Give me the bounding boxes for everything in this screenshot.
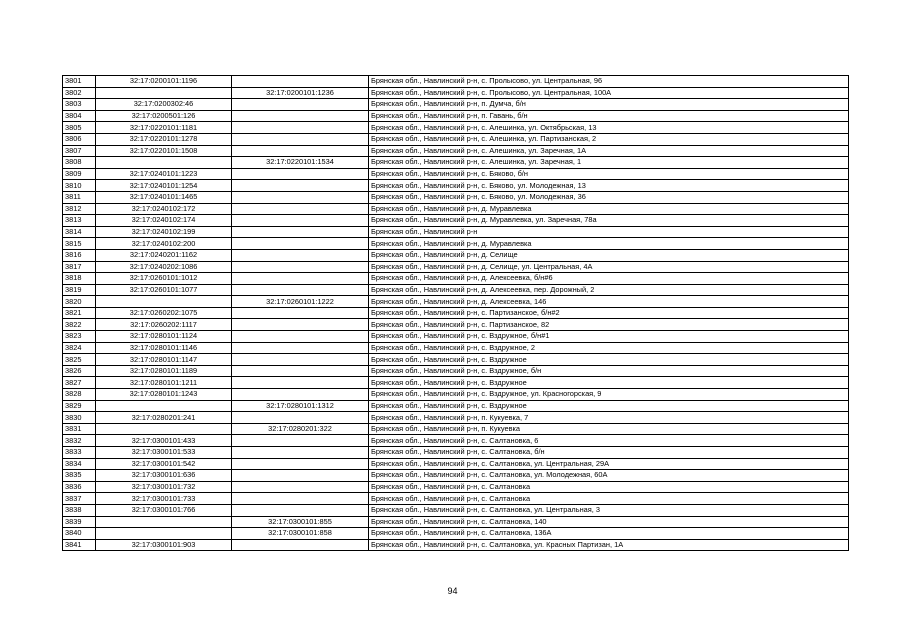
cadastral-number-cell: 32:17:0300101:533 [96,447,232,459]
table-row [63,470,849,482]
cadastral-number-alt-cell: 32:17:0280101:1312 [232,400,369,412]
address-cell: Брянская обл., Навлинский р-н, с. Пролысово, ул. Центральная, 96 [369,76,849,88]
address-cell: Брянская обл., Навлинский р-н, с. Алешинка, ул. Октябрьская, 13 [369,122,849,134]
cadastral-number-alt-cell [232,389,369,401]
address-cell: Брянская обл., Навлинский р-н, д. Алексеевка, пер. Дорожный, 2 [369,284,849,296]
cadastral-number-alt-cell [232,331,369,343]
registry-table-body [63,76,849,551]
cadastral-number-alt-cell [232,470,369,482]
cadastral-number-cell: 32:17:0240201:1162 [96,249,232,261]
row-number-cell: 3807 [63,145,96,157]
address-cell: Брянская обл., Навлинский р-н, с. Бяково, ул. Молодежная, 13 [369,180,849,192]
row-number-cell: 3805 [63,122,96,134]
table-row [63,365,849,377]
table-row [63,458,849,470]
table-row [63,412,849,424]
row-number-cell: 3833 [63,447,96,459]
cadastral-number-cell [96,157,232,169]
row-number-cell: 3824 [63,342,96,354]
table-row [63,296,849,308]
table-row [63,191,849,203]
table-row [63,110,849,122]
cadastral-number-cell [96,400,232,412]
cadastral-number-cell: 32:17:0260101:1012 [96,273,232,285]
table-row [63,354,849,366]
cadastral-number-alt-cell [232,122,369,134]
table-row [63,261,849,273]
table-row [63,516,849,528]
cadastral-number-cell: 32:17:0200501:126 [96,110,232,122]
table-row [63,122,849,134]
row-number-cell: 3821 [63,307,96,319]
table-row [63,423,849,435]
row-number-cell: 3809 [63,168,96,180]
table-row [63,99,849,111]
address-cell: Брянская обл., Навлинский р-н, с. Вздружное, б/н [369,365,849,377]
table-row [63,238,849,250]
cadastral-number-cell: 32:17:0260101:1077 [96,284,232,296]
cadastral-number-alt-cell [232,377,369,389]
address-cell: Брянская обл., Навлинский р-н, с. Партизанское, б/н#2 [369,307,849,319]
address-cell: Брянская обл., Навлинский р-н, с. Вздружное, ул. Красногорская, 9 [369,389,849,401]
address-cell: Брянская обл., Навлинский р-н, д. Муравлевка, ул. Заречная, 78а [369,215,849,227]
address-cell: Брянская обл., Навлинский р-н, п. Гавань, б/н [369,110,849,122]
cadastral-number-cell: 32:17:0240102:174 [96,215,232,227]
address-cell: Брянская обл., Навлинский р-н, д. Алексеевка, б/н#6 [369,273,849,285]
cadastral-number-cell [96,87,232,99]
row-number-cell: 3815 [63,238,96,250]
cadastral-number-alt-cell: 32:17:0260101:1222 [232,296,369,308]
cadastral-number-cell: 32:17:0240202:1086 [96,261,232,273]
table-row [63,168,849,180]
row-number-cell: 3834 [63,458,96,470]
cadastral-number-alt-cell [232,238,369,250]
address-cell: Брянская обл., Навлинский р-н, с. Салтановка [369,493,849,505]
cadastral-number-cell: 32:17:0280101:1189 [96,365,232,377]
row-number-cell: 3806 [63,133,96,145]
cadastral-number-cell: 32:17:0280101:1124 [96,331,232,343]
cadastral-number-cell: 32:17:0280101:1243 [96,389,232,401]
table-row [63,273,849,285]
table-row [63,389,849,401]
cadastral-number-cell: 32:17:0260202:1117 [96,319,232,331]
row-number-cell: 3836 [63,481,96,493]
row-number-cell: 3820 [63,296,96,308]
cadastral-number-alt-cell: 32:17:0200101:1236 [232,87,369,99]
cadastral-number-alt-cell [232,539,369,551]
cadastral-number-alt-cell [232,133,369,145]
cadastral-number-alt-cell: 32:17:0280201:322 [232,423,369,435]
address-cell: Брянская обл., Навлинский р-н, с. Салтановка [369,481,849,493]
cadastral-number-cell: 32:17:0300101:733 [96,493,232,505]
cadastral-number-alt-cell [232,493,369,505]
address-cell: Брянская обл., Навлинский р-н, с. Салтановка, 140 [369,516,849,528]
cadastral-number-alt-cell [232,435,369,447]
address-cell: Брянская обл., Навлинский р-н, д. Муравлевка [369,203,849,215]
address-cell: Брянская обл., Навлинский р-н, п. Кукуевка, 7 [369,412,849,424]
table-row [63,145,849,157]
row-number-cell: 3837 [63,493,96,505]
cadastral-number-alt-cell [232,215,369,227]
cadastral-number-alt-cell [232,284,369,296]
table-row [63,331,849,343]
row-number-cell: 3813 [63,215,96,227]
row-number-cell: 3829 [63,400,96,412]
registry-table [62,75,849,551]
cadastral-number-cell: 32:17:0300101:766 [96,504,232,516]
cadastral-number-cell: 32:17:0300101:903 [96,539,232,551]
row-number-cell: 3840 [63,528,96,540]
row-number-cell: 3825 [63,354,96,366]
row-number-cell: 3835 [63,470,96,482]
cadastral-number-cell: 32:17:0240101:1465 [96,191,232,203]
address-cell: Брянская обл., Навлинский р-н, с. Бяково, ул. Молодежная, 36 [369,191,849,203]
address-cell: Брянская обл., Навлинский р-н, с. Партизанское, 82 [369,319,849,331]
cadastral-number-cell: 32:17:0220101:1508 [96,145,232,157]
address-cell: Брянская обл., Навлинский р-н, с. Салтановка, ул. Центральная, 29А [369,458,849,470]
cadastral-number-cell: 32:17:0240102:200 [96,238,232,250]
cadastral-number-alt-cell [232,226,369,238]
table-row [63,215,849,227]
address-cell: Брянская обл., Навлинский р-н, с. Вздружное, 2 [369,342,849,354]
row-number-cell: 3811 [63,191,96,203]
cadastral-number-cell: 32:17:0260202:1075 [96,307,232,319]
table-row [63,284,849,296]
address-cell: Брянская обл., Навлинский р-н, с. Вздружное, б/н#1 [369,331,849,343]
row-number-cell: 3823 [63,331,96,343]
address-cell: Брянская обл., Навлинский р-н, п. Думча, б/н [369,99,849,111]
cadastral-number-cell: 32:17:0280101:1146 [96,342,232,354]
row-number-cell: 3804 [63,110,96,122]
cadastral-number-alt-cell [232,319,369,331]
cadastral-number-cell: 32:17:0280101:1211 [96,377,232,389]
cadastral-number-alt-cell [232,365,369,377]
row-number-cell: 3808 [63,157,96,169]
table-row [63,539,849,551]
address-cell: Брянская обл., Навлинский р-н, д. Алексеевка, 146 [369,296,849,308]
row-number-cell: 3812 [63,203,96,215]
address-cell: Брянская обл., Навлинский р-н, с. Салтановка, 6 [369,435,849,447]
table-row [63,307,849,319]
table-row [63,133,849,145]
row-number-cell: 3822 [63,319,96,331]
table-row [63,504,849,516]
cadastral-number-cell [96,516,232,528]
row-number-cell: 3814 [63,226,96,238]
address-cell: Брянская обл., Навлинский р-н, с. Алешинка, ул. Партизанская, 2 [369,133,849,145]
row-number-cell: 3819 [63,284,96,296]
cadastral-number-alt-cell [232,504,369,516]
table-row [63,87,849,99]
table-row [63,377,849,389]
table-row [63,203,849,215]
cadastral-number-alt-cell [232,412,369,424]
row-number-cell: 3816 [63,249,96,261]
row-number-cell: 3817 [63,261,96,273]
cadastral-number-cell: 32:17:0280201:241 [96,412,232,424]
cadastral-number-cell [96,423,232,435]
address-cell: Брянская обл., Навлинский р-н, с. Вздружное [369,354,849,366]
table-row [63,249,849,261]
cadastral-number-alt-cell [232,76,369,88]
table-row [63,435,849,447]
row-number-cell: 3810 [63,180,96,192]
page-number: 94 [447,586,458,596]
address-cell: Брянская обл., Навлинский р-н, с. Вздружное [369,400,849,412]
address-cell: Брянская обл., Навлинский р-н, с. Салтановка, б/н [369,447,849,459]
table-row [63,226,849,238]
cadastral-number-alt-cell [232,168,369,180]
cadastral-number-alt-cell: 32:17:0300101:855 [232,516,369,528]
row-number-cell: 3826 [63,365,96,377]
cadastral-number-cell: 32:17:0240101:1223 [96,168,232,180]
cadastral-number-alt-cell [232,481,369,493]
row-number-cell: 3827 [63,377,96,389]
table-row [63,481,849,493]
cadastral-number-alt-cell [232,447,369,459]
row-number-cell: 3830 [63,412,96,424]
table-row [63,157,849,169]
address-cell: Брянская обл., Навлинский р-н, с. Алешинка, ул. Заречная, 1А [369,145,849,157]
cadastral-number-cell [96,528,232,540]
row-number-cell: 3828 [63,389,96,401]
row-number-cell: 3831 [63,423,96,435]
table-row [63,342,849,354]
cadastral-number-cell: 32:17:0240102:199 [96,226,232,238]
row-number-cell: 3841 [63,539,96,551]
address-cell: Брянская обл., Навлинский р-н, с. Пролысово, ул. Центральная, 100А [369,87,849,99]
cadastral-number-cell: 32:17:0200101:1196 [96,76,232,88]
cadastral-number-cell: 32:17:0300101:542 [96,458,232,470]
address-cell: Брянская обл., Навлинский р-н, с. Салтановка, ул. Центральная, 3 [369,504,849,516]
table-row [63,447,849,459]
address-cell: Брянская обл., Навлинский р-н, д. Муравлевка [369,238,849,250]
address-cell: Брянская обл., Навлинский р-н, д. Селище [369,249,849,261]
address-cell: Брянская обл., Навлинский р-н, д. Селище, ул. Центральная, 4А [369,261,849,273]
row-number-cell: 3818 [63,273,96,285]
row-number-cell: 3832 [63,435,96,447]
table-row [63,493,849,505]
cadastral-number-cell: 32:17:0200302:46 [96,99,232,111]
address-cell: Брянская обл., Навлинский р-н, с. Бяково, б/н [369,168,849,180]
cadastral-number-alt-cell: 32:17:0220101:1534 [232,157,369,169]
cadastral-number-cell [96,296,232,308]
table-row [63,528,849,540]
cadastral-number-alt-cell: 32:17:0300101:858 [232,528,369,540]
address-cell: Брянская обл., Навлинский р-н [369,226,849,238]
cadastral-number-cell: 32:17:0220101:1181 [96,122,232,134]
cadastral-number-cell: 32:17:0280101:1147 [96,354,232,366]
cadastral-number-cell: 32:17:0300101:433 [96,435,232,447]
cadastral-number-alt-cell [232,180,369,192]
row-number-cell: 3839 [63,516,96,528]
address-cell: Брянская обл., Навлинский р-н, с. Салтановка, ул. Красных Партизан, 1А [369,539,849,551]
cadastral-number-cell: 32:17:0240102:172 [96,203,232,215]
row-number-cell: 3802 [63,87,96,99]
cadastral-number-alt-cell [232,191,369,203]
cadastral-number-alt-cell [232,145,369,157]
table-row [63,400,849,412]
cadastral-number-cell: 32:17:0300101:636 [96,470,232,482]
address-cell: Брянская обл., Навлинский р-н, с. Салтановка, ул. Молодежная, 60А [369,470,849,482]
table-row [63,180,849,192]
address-cell: Брянская обл., Навлинский р-н, с. Вздружное [369,377,849,389]
cadastral-number-alt-cell [232,307,369,319]
table-row [63,319,849,331]
cadastral-number-alt-cell [232,354,369,366]
address-cell: Брянская обл., Навлинский р-н, с. Салтановка, 136А [369,528,849,540]
table-row [63,76,849,88]
cadastral-number-alt-cell [232,261,369,273]
cadastral-number-alt-cell [232,342,369,354]
cadastral-number-alt-cell [232,249,369,261]
cadastral-number-alt-cell [232,99,369,111]
cadastral-number-alt-cell [232,203,369,215]
cadastral-number-cell: 32:17:0220101:1278 [96,133,232,145]
cadastral-number-cell: 32:17:0300101:732 [96,481,232,493]
cadastral-number-alt-cell [232,273,369,285]
row-number-cell: 3801 [63,76,96,88]
address-cell: Брянская обл., Навлинский р-н, с. Алешинка, ул. Заречная, 1 [369,157,849,169]
row-number-cell: 3803 [63,99,96,111]
cadastral-number-cell: 32:17:0240101:1254 [96,180,232,192]
cadastral-number-alt-cell [232,110,369,122]
cadastral-number-alt-cell [232,458,369,470]
row-number-cell: 3838 [63,504,96,516]
address-cell: Брянская обл., Навлинский р-н, п. Кукуевка [369,423,849,435]
